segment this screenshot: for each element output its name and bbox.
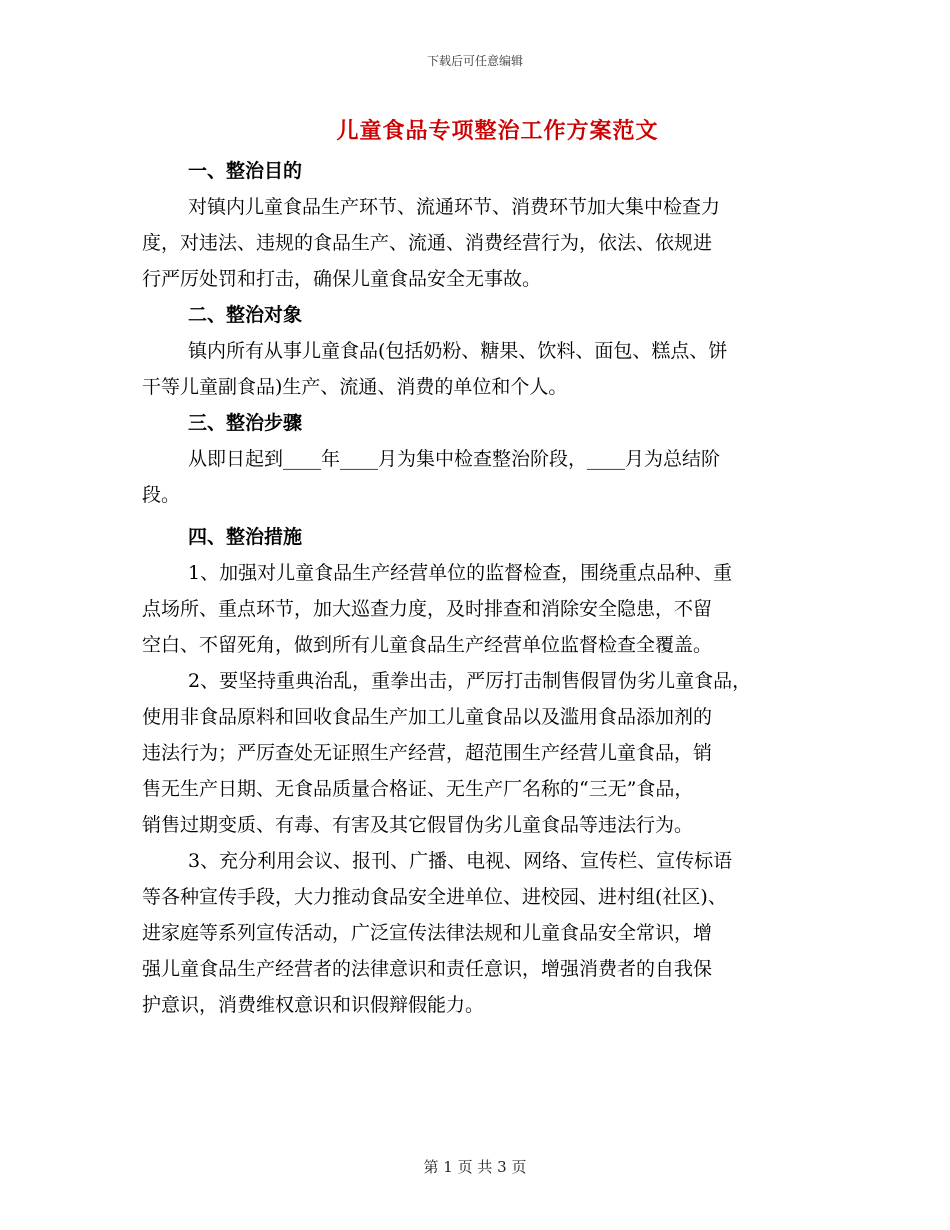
document-title: 儿童食品专项整治工作方案范文 — [336, 118, 659, 144]
paragraph-line: 从即日起到____年____月为集中检查整治阶段，____月为总结阶 — [188, 448, 721, 470]
paragraph — [142, 843, 812, 1023]
paragraph-line: 度，对违法、违规的食品生产、流通、消费经营行为，依法、依规进 — [142, 232, 713, 254]
paragraph-line: 段。 — [142, 484, 181, 506]
section-heading: 三、整治步骤 — [188, 412, 303, 434]
document-body — [142, 153, 812, 1023]
paragraph-line: 行严厉处罚和打击，确保儿童食品安全无事故。 — [142, 268, 542, 290]
paragraph — [142, 555, 812, 663]
paragraph-line: 3、充分利用会议、报刊、广播、电视、网络、宣传栏、宣传标语 — [188, 850, 733, 872]
paragraph — [142, 189, 812, 297]
paragraph-line: 违法行为；严厉查处无证照生产经营，超范围生产经营儿童食品，销 — [142, 742, 713, 764]
paragraph — [142, 663, 812, 843]
page-number: 第 1 页 共 3 页 — [423, 1158, 527, 1176]
header-note: 下载后可任意编辑 — [426, 54, 523, 68]
paragraph-line: 等各种宣传手段，大力推动食品安全进单位、进校园、进村组(社区)、 — [142, 886, 727, 908]
paragraph-line: 护意识，消费维权意识和识假辩假能力。 — [142, 994, 485, 1016]
paragraph-line: 1、加强对儿童食品生产经营单位的监督检查，围绕重点品种、重 — [188, 562, 733, 584]
paragraph-line: 销售过期变质、有毒、有害及其它假冒伪劣儿童食品等违法行为。 — [142, 814, 694, 836]
section-heading: 一、整治目的 — [188, 160, 303, 182]
paragraph-line: 镇内所有从事儿童食品(包括奶粉、糖果、饮料、面包、糕点、饼 — [188, 340, 728, 362]
paragraph-line: 售无生产日期、无食品质量合格证、无生产厂名称的“三无”食品， — [142, 778, 694, 800]
paragraph-line: 干等儿童副食品)生产、流通、消费的单位和个人。 — [142, 376, 568, 398]
paragraph-line: 点场所、重点环节，加大巡查力度，及时排查和消除安全隐患，不留 — [142, 598, 713, 620]
paragraph — [142, 333, 812, 405]
paragraph-line: 进家庭等系列宣传活动，广泛宣传法律法规和儿童食品安全常识，增 — [142, 922, 713, 944]
paragraph-line: 使用非食品原料和回收食品生产加工儿童食品以及滥用食品添加剂的 — [142, 706, 713, 728]
paragraph-line: 对镇内儿童食品生产环节、流通环节、消费环节加大集中检查力 — [188, 196, 721, 218]
paragraph-line: 2、要坚持重典治乱，重拳出击，严厉打击制售假冒伪劣儿童食品， — [188, 670, 752, 692]
paragraph-line: 空白、不留死角，做到所有儿童食品生产经营单位监督检查全覆盖。 — [142, 634, 713, 656]
paragraph-line: 强儿童食品生产经营者的法律意识和责任意识，增强消费者的自我保 — [142, 958, 713, 980]
section-heading: 四、整治措施 — [188, 526, 303, 548]
section-heading: 二、整治对象 — [188, 304, 303, 326]
paragraph — [142, 441, 812, 513]
